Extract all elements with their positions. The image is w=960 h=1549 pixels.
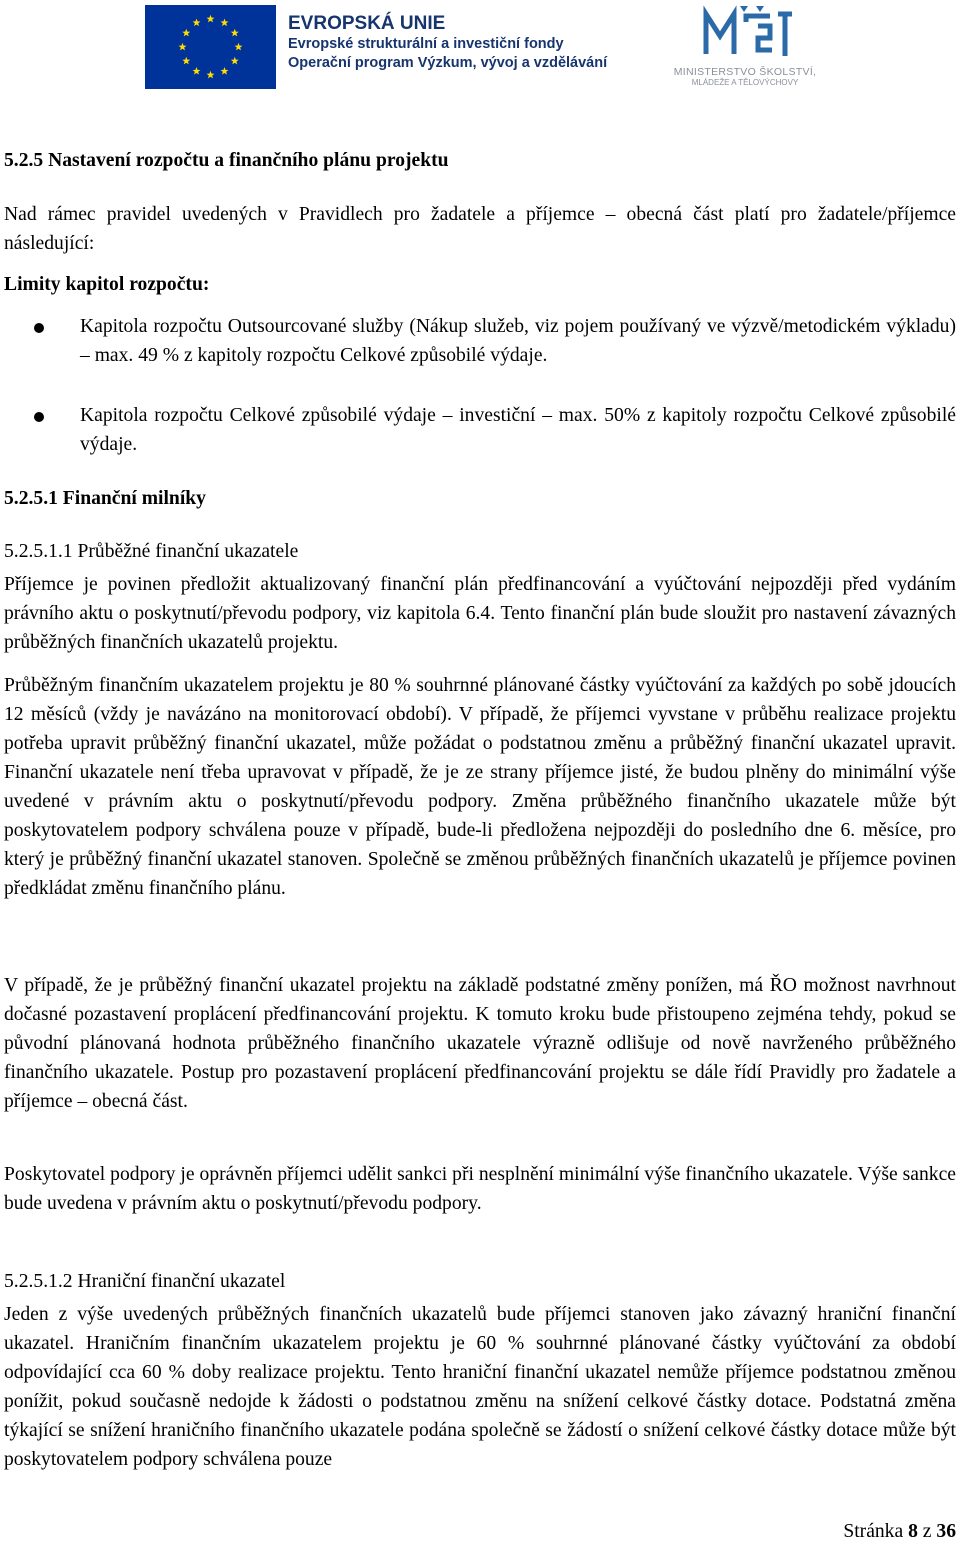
msmt-line2: MLÁDEŽE A TĚLOVÝCHOVY (691, 78, 799, 87)
eu-star-icon (182, 29, 190, 37)
msmt-logo (660, 4, 830, 92)
eu-flag-logo (145, 5, 276, 89)
eu-star-icon (193, 19, 201, 27)
section-heading: 5.2.5 Nastavení rozpočtu a finančního plánu projektu (4, 150, 449, 171)
msmt-emblem-icon (660, 4, 830, 66)
page-number: 8 (908, 1521, 918, 1542)
eu-star-icon (207, 71, 215, 79)
eu-star-icon (235, 43, 243, 51)
page-total: 36 (936, 1521, 956, 1542)
page-header (0, 0, 960, 100)
sub1-paragraph: Poskytovatel podpory je oprávněn příjemci udělit sankci při nesplnění minimální výše finančního ukazatele. Výše sankce bude uvedena v právním aktu o poskytnutí/převodu podpory. (4, 1164, 956, 1214)
subsection-heading: 5.2.5.1 Finanční milníky (4, 488, 206, 509)
sub1-paragraph: V případě, že je průběžný finanční ukazatel projektu na základě podstatné změny ponížen, má ŘO možnost navrhnout dočasné pozastavení proplácení předfinancování projektu. K tomuto kroku bude přistoupeno zejména tehdy, pokud se původní plánovaná hodnota průběžného finančního ukazatele výrazně odlišuje od nově navrženého průběžného finančního ukazatele. Postup pro pozastavení proplácení předfinancování projektu se dále řídí Pravidly pro žadatele a příjemce – obecná část. (4, 975, 956, 1112)
intro-paragraph: Nad rámec pravidel uvedených v Pravidlech pro žadatele a příjemce – obecná část platí pro žadatele/příjemce následující: (4, 204, 956, 254)
eu-star-icon (207, 15, 215, 23)
bullet-dot-icon (34, 412, 44, 422)
eu-line3: Operační program Výzkum, vývoj a vzdělávání (288, 55, 608, 71)
sub1-paragraph: Příjemce je povinen předložit aktualizovaný finanční plán předfinancování a vyúčtování nejpozději před vydáním právního aktu o poskytnutí/převodu podpory, viz kapitola 6.4. Tento finanční plán bude sloužit pro nastavení závazných průběžných finančních ukazatelů projektu. (4, 574, 956, 653)
msmt-logo-text (660, 66, 830, 88)
sub2-paragraph: Jeden z výše uvedených průběžných finančních ukazatelů bude příjemci stanoven jako závazný hraniční finanční ukazatel. Hraničním finančním ukazatelem projektu je 60 % souhrnné plánované částky vyúčtování za období odpovídající cca 60 % doby realizace projektu. Tento hraniční finanční ukazatel nemůže příjemce podstatnou změnou ponížit, pokud současně nedojde k žádosti o podstatnou změnu na snížení celkové částky dotace. Podstatná změna týkající se snížení hraničního finančního ukazatele podána společně se žádostí o snížení celkové částky dotace může být poskytovatelem podpory schválena pouze (4, 1304, 956, 1470)
eu-star-icon (193, 67, 201, 75)
bullet-text: Kapitola rozpočtu Outsourcované služby (Nákup služeb, viz pojem používaný ve výzvě/metodickém výkladu) – max. 49 % z kapitoly rozpočtu Celkové způsobilé výdaje. (80, 316, 956, 366)
sub1-heading: 5.2.5.1.1 Průběžné finanční ukazatele (4, 541, 299, 562)
page-footer (843, 1521, 956, 1543)
eu-stars-icon (145, 5, 276, 89)
msmt-line1: MINISTERSTVO ŠKOLSTVÍ, (673, 66, 817, 78)
bullet-text: Kapitola rozpočtu Celkové způsobilé výdaje – investiční – max. 50% z kapitoly rozpočtu Celkové způsobilé výdaje. (80, 405, 956, 455)
eu-star-icon (179, 43, 187, 51)
eu-star-icon (231, 57, 239, 65)
sub2-heading: 5.2.5.1.2 Hraniční finanční ukazatel (4, 1271, 286, 1292)
eu-line1: EVROPSKÁ UNIE (288, 13, 446, 34)
eu-star-icon (221, 19, 229, 27)
eu-line2: Evropské strukturální a investiční fondy (288, 36, 564, 52)
bullet-dot-icon (34, 323, 44, 333)
page-separator: z (922, 1521, 932, 1542)
page-label: Stránka (843, 1521, 904, 1542)
eu-logo-text (288, 13, 607, 73)
eu-star-icon (182, 57, 190, 65)
sub1-paragraph: Průběžným finančním ukazatelem projektu je 80 % souhrnné plánované částky vyúčtování za každých po sobě jdoucích 12 měsíců (vždy je navázáno na monitorovací období). V případě, že příjemci vyvstane v průběhu realizace projektu potřeba upravit průběžný finanční ukazatel, může požádat o podstatnou změnu a průběžný finanční ukazatel upravit. Finanční ukazatele není třeba upravovat v případě, že je ze strany příjemce jisté, že budou plněny do minimální výše uvedené v právním aktu o poskytnutí/převodu podpory. Změna průběžného finančního ukazatele může být poskytovatelem podpory schválena pouze v případě, bude-li předložena nejpozději do posledního dne 6. měsíce, pro který je průběžný finanční ukazatel stanoven. Společně se změnou průběžných finančních ukazatelů je příjemce povinen předkládat změnu finančního plánu. (4, 675, 956, 899)
eu-star-icon (221, 67, 229, 75)
limits-heading: Limity kapitol rozpočtu: (4, 274, 210, 295)
eu-star-icon (231, 29, 239, 37)
